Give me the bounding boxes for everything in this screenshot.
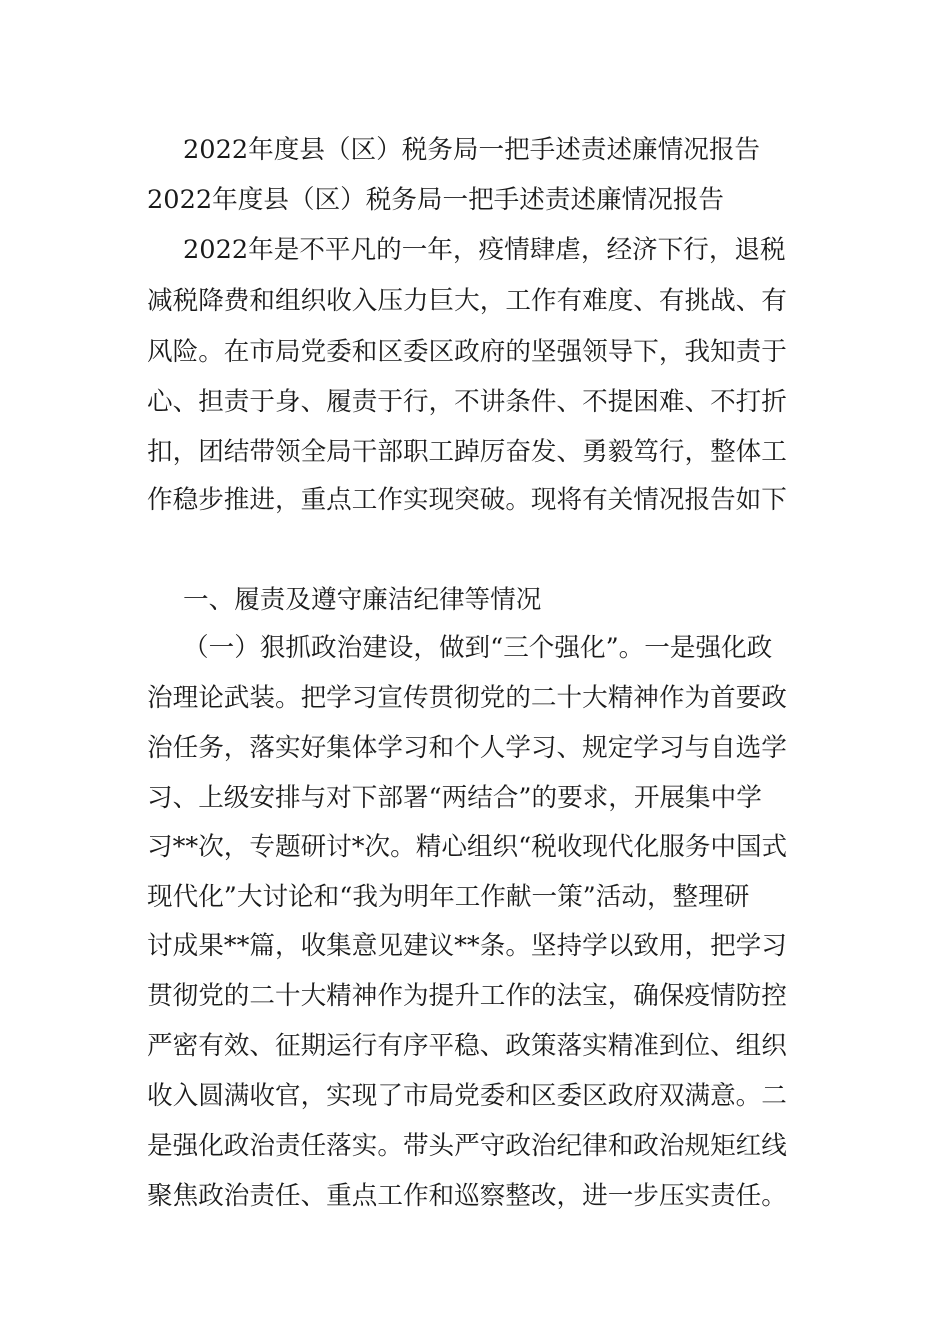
paragraph-line: 现代化”大讨论和“我为明年工作献一策”活动，整理研 <box>147 882 750 912</box>
paragraph-line: 治理论武装。把学习宣传贯彻党的二十大精神作为首要政 <box>147 683 787 713</box>
paragraph-line: 减税降费和组织收入压力巨大，工作有难度、有挑战、有 <box>147 286 787 316</box>
paragraph-line: 习**次，专题研讨*次。精心组织“税收现代化服务中国式 <box>147 832 788 862</box>
paragraph-line: 习、上级安排与对下部署“两结合”的要求，开展集中学 <box>147 783 762 813</box>
paragraph-line: 聚焦政治责任、重点工作和巡察整改，进一步压实责任。 <box>147 1181 787 1211</box>
document-title: 2022年度县（区）税务局一把手述责述廉情况报告 <box>183 135 761 165</box>
paragraph-line: 2022年是不平凡的一年，疫情肆虐，经济下行，退税 <box>183 235 786 265</box>
paragraph-line: 作稳步推进，重点工作实现突破。现将有关情况报告如下 <box>147 485 787 515</box>
paragraph-line: （一）狠抓政治建设，做到“三个强化”。一是强化政 <box>183 633 773 663</box>
paragraph-line: 心、担责于身、履责于行，不讲条件、不提困难、不打折 <box>147 387 787 417</box>
paragraph-line: 风险。在市局党委和区委区政府的坚强领导下，我知责于 <box>147 337 787 367</box>
paragraph-line: 扣，团结带领全局干部职工踔厉奋发、勇毅笃行，整体工 <box>147 437 787 467</box>
paragraph-line: 严密有效、征期运行有序平稳、政策落实精准到位、组织 <box>147 1031 787 1061</box>
paragraph-line: 收入圆满收官，实现了市局党委和区委区政府双满意。二 <box>147 1081 787 1111</box>
paragraph-line: 贯彻党的二十大精神作为提升工作的法宝，确保疫情防控 <box>147 981 787 1011</box>
section-heading: 一、履责及遵守廉洁纪律等情况 <box>183 585 542 615</box>
document-subtitle: 2022年度县（区）税务局一把手述责述廉情况报告 <box>147 185 725 215</box>
paragraph-line: 是强化政治责任落实。带头严守政治纪律和政治规矩红线 <box>147 1131 787 1161</box>
paragraph-line: 治任务，落实好集体学习和个人学习、规定学习与自选学 <box>147 733 787 763</box>
paragraph-line: 讨成果**篇，收集意见建议**条。坚持学以致用，把学习 <box>147 931 787 961</box>
